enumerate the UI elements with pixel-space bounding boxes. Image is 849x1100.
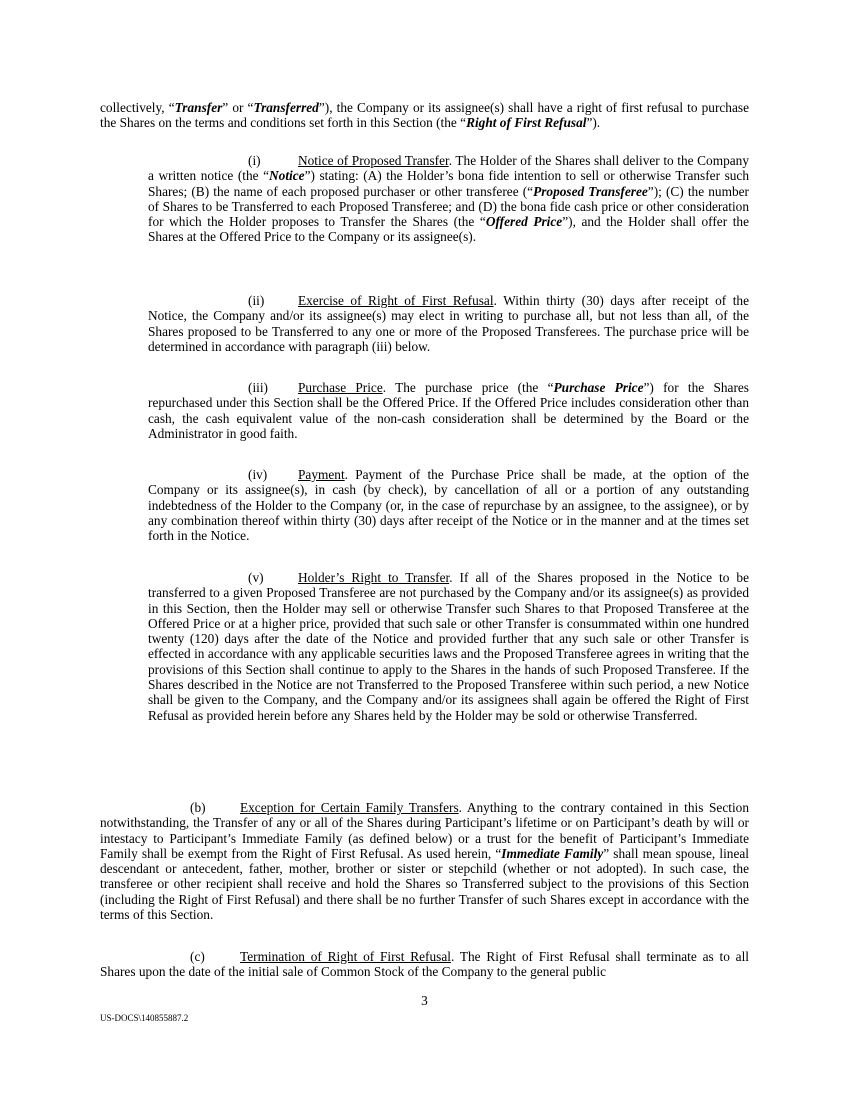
defined-term: Proposed Transferee bbox=[533, 183, 648, 199]
defined-term: Purchase Price bbox=[553, 380, 644, 395]
paragraph-number: (c) bbox=[190, 949, 205, 964]
text-run: . Payment of the Purchase Price shall be made, at the option of the Company or its assignee(s), in cash (by check), by cancellation of all or a portion of any outstanding indebtedness of the Holder to the Company (or, in the case of repurchase by an assignee, to the assignee), or by any combination thereof within thirty (30) days after receipt of the Notice or in the manner and at the times set forth in the Notice. bbox=[148, 467, 749, 544]
paragraph-b bbox=[100, 800, 749, 922]
paragraph-number: (b) bbox=[190, 800, 206, 815]
text-run: . Within thirty (30) days after receipt of the Notice, the Company and/or its assignee(s) may elect in writing to purchase all, but not less than all, of the Shares proposed to be Transferred to any one or more of the Proposed Transferees. The purchase price will be determined in accordance with paragraph (iii) below. bbox=[148, 293, 749, 354]
paragraph-intro bbox=[100, 100, 749, 131]
paragraph-heading: Purchase Price bbox=[298, 380, 383, 395]
text-run: ”), the Company or its assignee(s) shall have a right of first refusal to purchase the Shares on the terms and conditions set forth in this Section (the “ bbox=[100, 100, 749, 131]
paragraph-number: (v) bbox=[248, 570, 264, 585]
text-run: . The purchase price (the “ bbox=[382, 380, 554, 395]
text-run: ”), and the Holder shall offer the Shares at the Offered Price to the Company or its assignee(s). bbox=[148, 214, 750, 245]
paragraph-i bbox=[148, 153, 749, 245]
paragraph-iii bbox=[148, 380, 749, 441]
text-run: ” or “ bbox=[222, 100, 254, 115]
text-run: . Anything to the contrary contained in this Section notwithstanding, the Transfer of any or all of the Shares during Participant’s lifetime or on Participant’s death by will or intestacy to Participant’s Immediate Family (as defined below) or a trust for the benefit of Participant’s Immediate Family shall be exempt from the Right of First Refusal. As used herein, “ bbox=[100, 800, 749, 861]
defined-term: Offered Price bbox=[485, 214, 563, 230]
defined-term: Immediate Family bbox=[501, 845, 604, 861]
defined-term: Transfer bbox=[174, 100, 223, 115]
text-run: . If all of the Shares proposed in the Notice to be transferred to a given Proposed Transferee are not purchased by the Company and/or its assignee(s) as provided in this Section, then the Holder may sell or otherwise Transfer such Shares to that Proposed Transferee at the Offered Price or at a higher price, provided that such sale or other Transfer is consummated within one hundred twenty (120) days after the date of the Notice and provided further that any such sale or other Transfer is effected in accordance with any applicable securities laws and the Proposed Transferee agrees in writing that the provisions of this Section shall continue to apply to the Shares in the hands of such Proposed Transferee. If the Shares described in the Notice are not Transferred to the Proposed Transferee within such period, a new Notice shall be given to the Company, and the Company and/or its assignees shall again be offered the Right of First Refusal as provided herein before any Shares held by the Holder may be sold or otherwise Transferred. bbox=[148, 570, 749, 723]
paragraph-heading: Payment bbox=[298, 467, 345, 482]
text-run: collectively, “ bbox=[100, 100, 175, 115]
paragraph-heading: Termination of Right of First Refusal bbox=[240, 949, 451, 964]
page-number: 3 bbox=[421, 993, 428, 1008]
paragraph-v bbox=[148, 570, 749, 723]
text-run: ” shall mean spouse, lineal descendant or antecedent, father, mother, brother or sister or stepchild (whether or not adopted). In such case, the transferee or other recipient shall receive and hold the Shares so Transferred subject to the provisions of this Section (including the Right of First Refusal) and there shall be no further Transfer of such Shares except in accordance with the terms of this Section. bbox=[100, 845, 749, 923]
paragraph-number: (i) bbox=[248, 153, 261, 168]
text-run: ”) stating: (A) the Holder’s bona fide intention to sell or otherwise Transfer such Shares; (B) the name of each proposed purchaser or other transferee (“ bbox=[148, 168, 749, 199]
text-run: . The Holder of the Shares shall deliver to the Company a written notice (the “ bbox=[148, 153, 749, 184]
paragraph-iv bbox=[148, 467, 749, 543]
paragraph-heading: Exercise of Right of First Refusal bbox=[298, 293, 494, 308]
paragraph-heading: Exception for Certain Family Transfers bbox=[240, 800, 459, 815]
text-run: ”); (C) the number of Shares to be Transferred to each Proposed Transferee; and (D) the bona fide cash price or other consideration for which the Holder proposes to Transfer the Shares (the “ bbox=[148, 183, 749, 230]
paragraph-heading: Holder’s Right to Transfer bbox=[298, 570, 450, 585]
defined-term: Right of First Refusal bbox=[466, 115, 587, 131]
text-run: . The Right of First Refusal shall terminate as to all Shares upon the date of the initial sale of Common Stock of the Company to the general public bbox=[100, 949, 749, 980]
defined-term: Notice bbox=[269, 168, 305, 184]
defined-term: Transferred bbox=[253, 100, 319, 115]
text-run: ”) for the Shares repurchased under this Section shall be the Offered Price. If the Offered Price includes consideration other than cash, the cash equivalent value of the non-cash consideration shall be determined by the Board or the Administrator in good faith. bbox=[148, 380, 749, 441]
paragraph-heading: Notice of Proposed Transfer bbox=[298, 153, 449, 168]
paragraph-number: (iv) bbox=[248, 467, 268, 482]
paragraph-number: (ii) bbox=[248, 293, 265, 308]
text-run: ”). bbox=[586, 115, 601, 131]
paragraph-ii bbox=[148, 293, 749, 354]
document-id: US-DOCS\140855887.2 bbox=[100, 1013, 189, 1023]
paragraph-c bbox=[100, 949, 749, 980]
paragraph-number: (iii) bbox=[248, 380, 268, 395]
